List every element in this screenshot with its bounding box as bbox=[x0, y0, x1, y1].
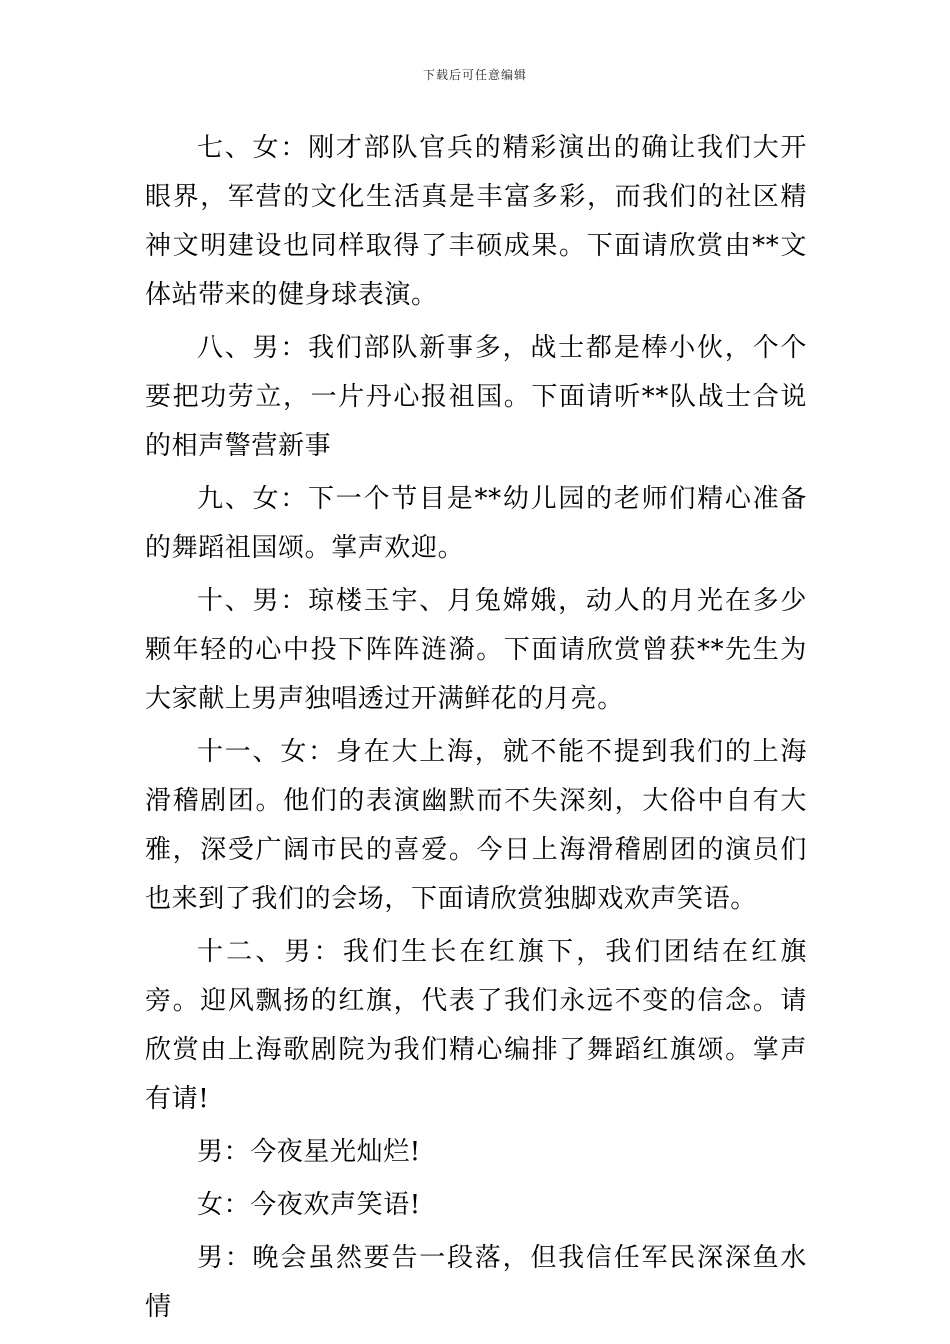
paragraph-10: 十、男：琼楼玉宇、月兔嫦娥，动人的月光在多少颗年轻的心中投下阵阵涟漪。下面请欣赏曾获**先生为大家献上男声独唱透过开满鲜花的月亮。 bbox=[145, 586, 807, 714]
paragraph-12: 十二、男：我们生长在红旗下，我们团结在红旗旁。迎风飘扬的红旗，代表了我们永远不变的信念。请欣赏由上海歌剧院为我们精心编排了舞蹈红旗颂。掌声有请! bbox=[145, 937, 807, 1114]
paragraph-11: 十一、女：身在大上海，就不能不提到我们的上海滑稽剧团。他们的表演幽默而不失深刻，大俗中自有大雅，深受广阔市民的喜爱。今日上海滑稽剧团的演员们也来到了我们的会场，下面请欣赏独脚戏欢声笑语。 bbox=[145, 737, 807, 914]
dialogue-line-male-1: 男：今夜星光灿烂! bbox=[197, 1137, 421, 1167]
dialogue-line-male-2: 男：晚会虽然要告一段落，但我信任军民深深鱼水情 bbox=[145, 1243, 807, 1322]
paragraph-8: 八、男：我们部队新事多，战士都是棒小伙，个个要把功劳立，一片丹心报祖国。下面请听**队战士合说的相声警营新事 bbox=[145, 333, 807, 461]
page-header: 下载后可任意编辑 bbox=[422, 68, 527, 82]
paragraph-9: 九、女：下一个节目是**幼儿园的老师们精心准备的舞蹈祖国颂。掌声欢迎。 bbox=[145, 484, 807, 563]
dialogue-line-female-1: 女：今夜欢声笑语! bbox=[197, 1190, 421, 1220]
paragraph-7: 七、女：刚才部队官兵的精彩演出的确让我们大开眼界，军营的文化生活真是丰富多彩，而我们的社区精神文明建设也同样取得了丰硕成果。下面请欣赏由**文体站带来的健身球表演。 bbox=[145, 133, 807, 310]
document-body bbox=[145, 124, 807, 1336]
